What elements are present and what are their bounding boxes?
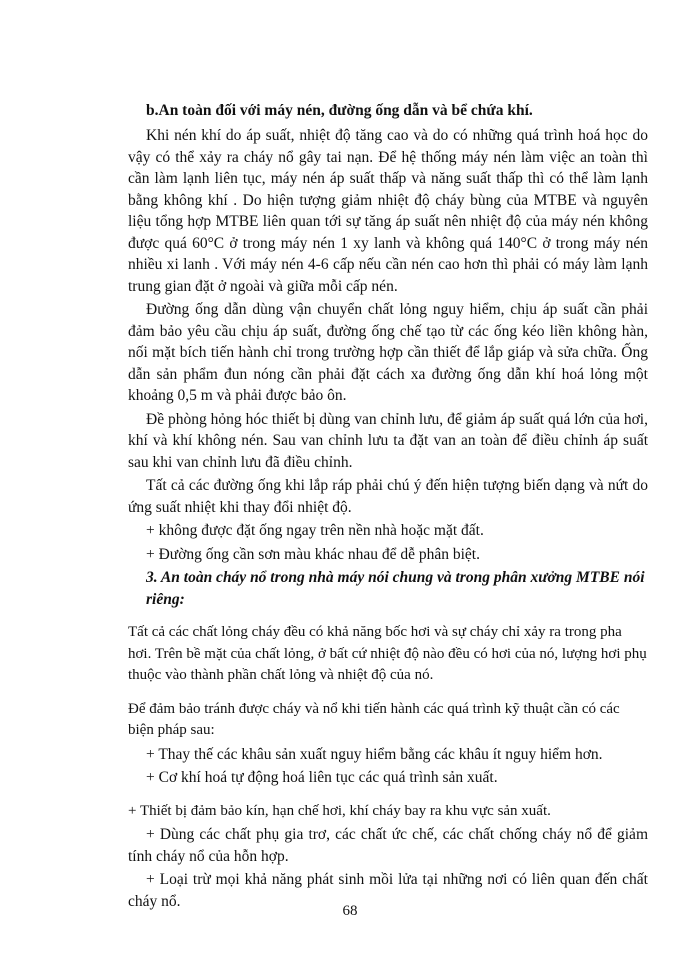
- page-content: [128, 100, 648, 914]
- section-3-bullet-3: + Thiết bị đảm bảo kín, hạn chế hơi, khí cháy bay ra khu vực sản xuất.: [128, 802, 551, 819]
- section-b-heading: b.An toàn đối với máy nén, đường ống dẫn và bể chứa khí.: [146, 102, 533, 119]
- section-3-bullet-5: + Loại trừ mọi khả năng phát sinh mồi lửa tại những nơi có liên quan đến chất cháy nổ.: [128, 871, 648, 910]
- section-b-paragraph-3: Đề phòng hỏng hóc thiết bị dùng van chỉnh lưu, để giảm áp suất quá lớn của hơi, khí và khí không nén. Sau van chỉnh lưu ta đặt van an toàn để điều chỉnh áp suất sau khi van chỉnh lưu đã điều chỉnh.: [128, 410, 648, 471]
- section-b-bullet-1: + không được đặt ống ngay trên nền nhà hoặc mặt đất.: [146, 522, 484, 539]
- section-b-paragraph-4: Tất cả các đường ống khi lắp ráp phải chú ý đến hiện tượng biến dạng và nứt do ứng suất nhiệt khi thay đổi nhiệt độ.: [128, 477, 648, 516]
- section-b-bullet-2: + Đường ống cần sơn màu khác nhau để dễ phân biệt.: [146, 545, 480, 563]
- section-3-bullet-2: + Cơ khí hoá tự động hoá liên tục các quá trình sản xuất.: [146, 769, 498, 786]
- section-3-paragraph-1: Tất cả các chất lỏng cháy đều có khả năng bốc hơi và sự cháy chỉ xảy ra trong pha hơi. Trên bề mặt của chất lỏng, ở bất cứ nhiệt độ nào đều có hơi của nó, lượng hơi phụ thuộc vào thành phần chất lỏng và nhiệt độ của nó.: [128, 624, 647, 683]
- section-b-paragraph-1: Khi nén khí do áp suất, nhiệt độ tăng cao và do có những quá trình hoá học do vậy có thể xảy ra cháy nổ gây tai nạn. Để hệ thống máy nén làm việc an toàn thì cần làm lạnh liên tục, máy nén áp suất thấp và năng suất thấp thì có thể làm lạnh bằng không khí . Do hiện tượng giảm nhiệt độ cháy bùng của MTBE và nguyên liệu tổng hợp MTBE liên quan tới sự tăng áp suất nên nhiệt độ của máy nén không được quá 60°C ở trong máy nén 1 xy lanh và không quá 140°C ở trong máy nén nhiều xi lanh . Với máy nén 4-6 cấp nếu cần nén cao hơn thì phải có máy làm lạnh trung gian đặt ở ngoài và giữa mỗi cấp nén.: [128, 127, 648, 295]
- section-3-heading: 3. An toàn cháy nổ trong nhà máy nói chung và trong phân xưởng MTBE nói riêng:: [146, 569, 645, 608]
- section-b-paragraph-2: Đường ống dẫn dùng vận chuyển chất lỏng nguy hiểm, chịu áp suất cần phải đảm bảo yêu cầu chịu áp suất, đường ống chế tạo từ các ống kéo liền không hàn, nối mặt bích tiến hành chỉ trong trường hợp cần thiết để lắp giáp và sửa chữa. Ống dẫn sản phẩm đun nóng cần phải đặt cách xa đường ống dẫn khí hoá lỏng một khoảng 0,5 m và phải được bảo ôn.: [128, 301, 648, 404]
- section-3-bullet-4: + Dùng các chất phụ gia trơ, các chất ức chế, các chất chống cháy nổ để giảm tính cháy nổ của hỗn hợp.: [128, 826, 648, 865]
- section-3-paragraph-2: Để đảm bảo tránh được cháy và nổ khi tiến hành các quá trình kỹ thuật cần có các biện pháp sau:: [128, 700, 620, 738]
- section-3-bullet-1: + Thay thế các khâu sản xuất nguy hiểm bằng các khâu ít nguy hiểm hơn.: [146, 745, 603, 763]
- page-number: 68: [342, 903, 358, 919]
